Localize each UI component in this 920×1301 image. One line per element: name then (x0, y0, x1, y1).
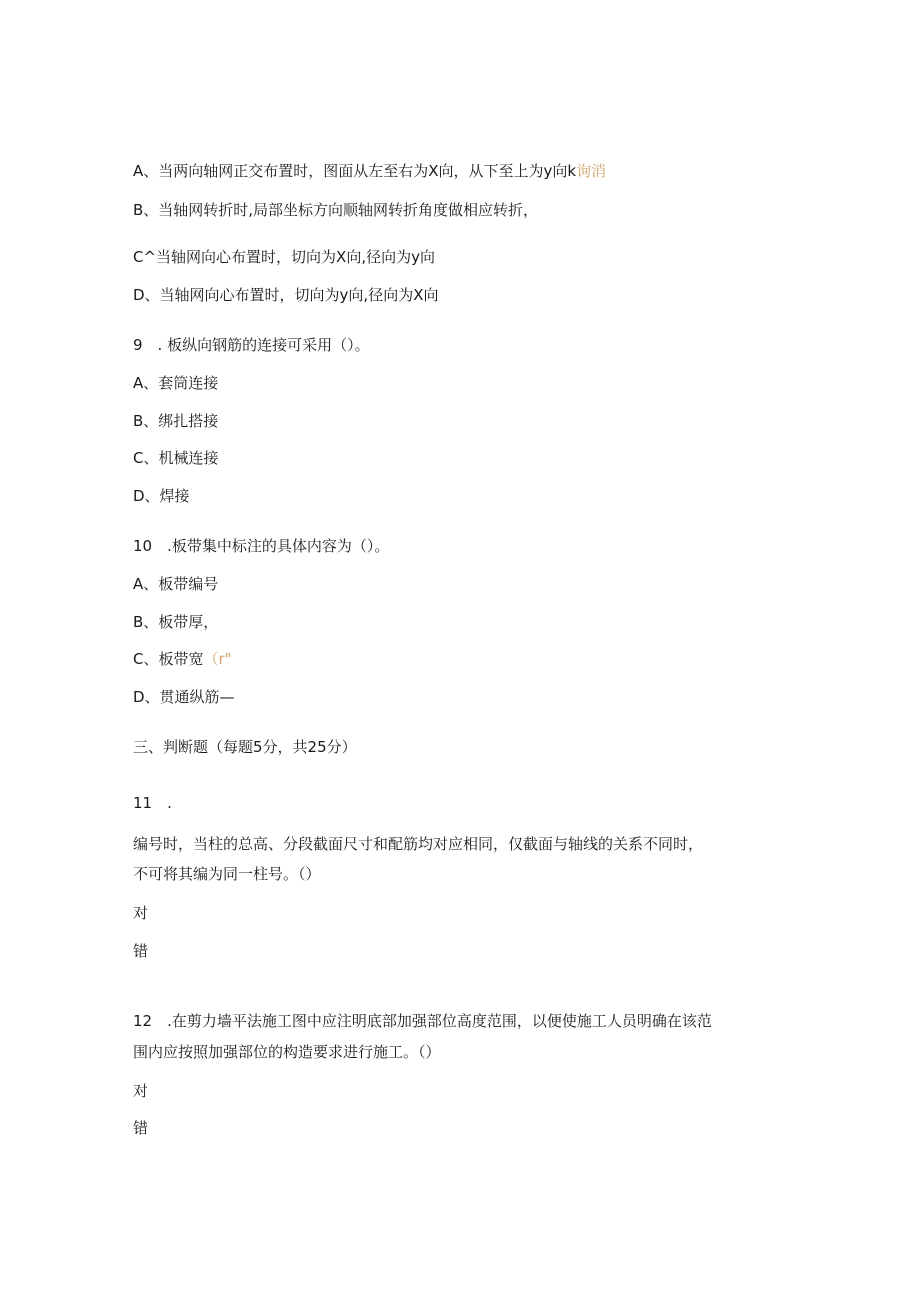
section-3-title: 三、判断题（每题5分，共25分） (133, 738, 357, 756)
q12-true-option: 对 (133, 1082, 149, 1100)
q10-option-c-artifact: （r" (203, 650, 232, 668)
q10-option-d: D、贯通纵筋— (133, 688, 235, 706)
q8-option-a-artifact: 询消 (576, 162, 607, 180)
q8-option-d: D、当轴网向心布置时，切向为y向,径向为X向 (133, 286, 439, 304)
q11-false-option: 错 (133, 942, 149, 960)
q11-stem-line1: 编号时，当柱的总高、分段截面尺寸和配筋均对应相同，仅截面与轴线的关系不同时， (133, 835, 704, 853)
q12-stem-line2: 围内应按照加强部位的构造要求进行施工。（） (133, 1043, 441, 1061)
q9-option-a: A、套筒连接 (133, 374, 219, 392)
q9-option-d: D、焊接 (133, 487, 190, 505)
q10-stem: 10 .板带集中标注的具体内容为（）。 (133, 537, 390, 555)
q12-false-option: 错 (133, 1119, 149, 1137)
q10-option-a: A、板带编号 (133, 575, 219, 593)
q8-option-a-text: A、当两向轴网正交布置时，图面从左至右为X向，从下至上为y向k (133, 162, 577, 180)
q9-option-b: B、绑扎搭接 (133, 412, 219, 430)
q9-stem: 9 . 板纵向钢筋的连接可采用（）。 (133, 336, 370, 354)
q8-option-c: C^当轴网向心布置时，切向为X向,径向为y向 (133, 248, 435, 266)
q10-option-c (133, 649, 232, 669)
q8-option-b: B、当轴网转折时,局部坐标方向顺轴网转折角度做相应转折， (133, 201, 539, 219)
q11-number: 11 . (133, 794, 172, 812)
q10-option-c-text: C、板带宽 (133, 650, 204, 668)
q11-stem-line2: 不可将其编为同一柱号。（） (133, 865, 321, 883)
q10-option-b: B、板带厚， (133, 613, 219, 631)
q8-option-a (133, 161, 606, 181)
q9-option-c: C、机械连接 (133, 449, 219, 467)
q12-stem-line1: 12 .在剪力墙平法施工图中应注明底部加强部位高度范围，以便使施工人员明确在该范 (133, 1012, 712, 1030)
q11-true-option: 对 (133, 904, 149, 922)
